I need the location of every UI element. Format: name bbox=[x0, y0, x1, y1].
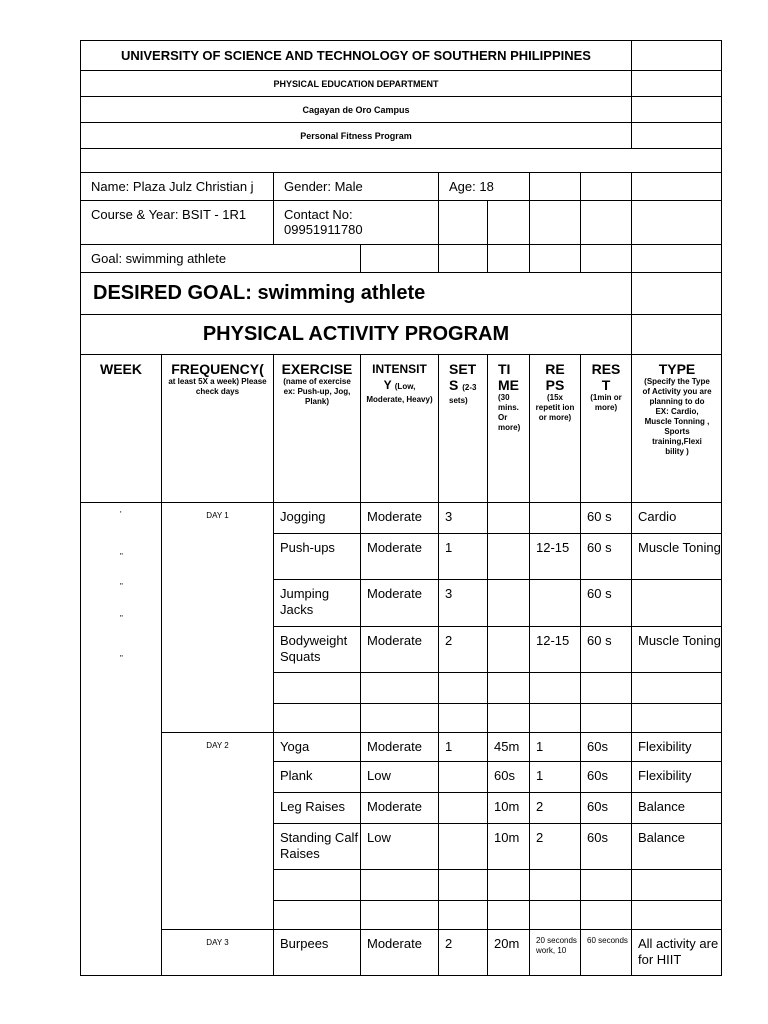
cell-sets bbox=[438, 823, 487, 869]
reps-label-b: PS bbox=[545, 377, 565, 393]
type-label: TYPE bbox=[658, 361, 696, 377]
student-contact bbox=[273, 200, 438, 244]
blank-cell bbox=[438, 200, 487, 244]
day-label: DAY 2 bbox=[161, 732, 273, 929]
department-title: PHYSICAL EDUCATION DEPARTMENT bbox=[80, 70, 631, 96]
section-title: PHYSICAL ACTIVITY PROGRAM bbox=[80, 314, 631, 354]
cell-intensity bbox=[360, 900, 438, 929]
cell-reps: 12-15 bbox=[529, 626, 580, 672]
week-mark: " bbox=[120, 654, 123, 663]
cell-sets: 1 bbox=[438, 732, 487, 761]
rest-note: (1min or more) bbox=[590, 393, 622, 412]
cell-time bbox=[487, 900, 529, 929]
cell-exercise: Bodyweight Squats bbox=[273, 626, 360, 672]
blank-cell bbox=[529, 200, 580, 244]
time-label-a: TI bbox=[498, 361, 511, 377]
cell-reps: 20 seconds work, 10 bbox=[529, 929, 580, 976]
cell-time bbox=[487, 672, 529, 703]
sets-note-inline: (2-3 bbox=[462, 383, 477, 392]
type-note: (Specify the Type of Activity you are planning to do EX: Cardio, Muscle Tonning , Sports training,Flexi bility ) bbox=[642, 377, 712, 456]
col-header-sets bbox=[438, 354, 487, 502]
student-age: Age: 18 bbox=[438, 172, 529, 200]
cell-intensity: Moderate bbox=[360, 579, 438, 626]
cell-intensity: Moderate bbox=[360, 502, 438, 533]
blank-cell bbox=[631, 122, 722, 148]
cell-type: Flexibility bbox=[631, 732, 722, 761]
cell-intensity: Low bbox=[360, 823, 438, 869]
col-header-rest bbox=[580, 354, 631, 502]
cell-rest: 60 s bbox=[580, 626, 631, 672]
frequency-note: at least 5X a week) Please check days bbox=[168, 377, 267, 396]
cell-reps: 1 bbox=[529, 761, 580, 792]
cell-rest: 60s bbox=[580, 732, 631, 761]
cell-type: Flexibility bbox=[631, 761, 722, 792]
cell-exercise bbox=[273, 703, 360, 732]
cell-type: Balance bbox=[631, 792, 722, 823]
rest-label-b: T bbox=[601, 377, 611, 393]
cell-exercise bbox=[273, 869, 360, 900]
time-note: (30 mins. Or more) bbox=[498, 393, 521, 432]
cell-reps bbox=[529, 900, 580, 929]
university-title: UNIVERSITY OF SCIENCE AND TECHNOLOGY OF SOUTHERN PHILIPPINES bbox=[80, 40, 631, 70]
col-header-type bbox=[631, 354, 722, 502]
cell-exercise: Push-ups bbox=[273, 533, 360, 579]
cell-intensity bbox=[360, 869, 438, 900]
col-header-exercise bbox=[273, 354, 360, 502]
blank-cell bbox=[631, 200, 722, 244]
col-header-time bbox=[487, 354, 529, 502]
cell-type: Cardio bbox=[631, 502, 722, 533]
cell-intensity bbox=[360, 672, 438, 703]
blank-cell bbox=[580, 244, 631, 272]
cell-time: 45m bbox=[487, 732, 529, 761]
cell-reps bbox=[529, 869, 580, 900]
cell-time: 20m bbox=[487, 929, 529, 976]
cell-intensity: Moderate bbox=[360, 533, 438, 579]
reps-label-a: RE bbox=[545, 361, 565, 377]
cell-sets bbox=[438, 900, 487, 929]
cell-sets bbox=[438, 672, 487, 703]
cell-rest: 60 s bbox=[580, 579, 631, 626]
blank-cell bbox=[529, 244, 580, 272]
cell-reps: 1 bbox=[529, 732, 580, 761]
cell-reps: 2 bbox=[529, 823, 580, 869]
desired-goal: DESIRED GOAL: swimming athlete bbox=[80, 272, 631, 314]
week-mark: " bbox=[120, 582, 123, 591]
cell-time bbox=[487, 502, 529, 533]
week-label: WEEK bbox=[100, 361, 142, 377]
intensity-note: Moderate, Heavy) bbox=[366, 395, 433, 404]
cell-time bbox=[487, 703, 529, 732]
col-header-week bbox=[80, 354, 161, 502]
cell-rest: 60 s bbox=[580, 502, 631, 533]
cell-time: 10m bbox=[487, 792, 529, 823]
col-header-frequency bbox=[161, 354, 273, 502]
fitness-program-form bbox=[80, 40, 722, 976]
cell-type: Balance bbox=[631, 823, 722, 869]
cell-exercise: Yoga bbox=[273, 732, 360, 761]
cell-sets: 2 bbox=[438, 929, 487, 976]
cell-time bbox=[487, 579, 529, 626]
blank-cell bbox=[631, 272, 722, 314]
cell-rest: 60s bbox=[580, 823, 631, 869]
cell-type: Muscle Toning bbox=[631, 626, 722, 672]
cell-type bbox=[631, 869, 722, 900]
week-mark: ' bbox=[120, 510, 122, 519]
reps-note: (15x repetit ion or more) bbox=[535, 393, 575, 422]
campus-title: Cagayan de Oro Campus bbox=[80, 96, 631, 122]
cell-sets bbox=[438, 869, 487, 900]
cell-sets: 2 bbox=[438, 626, 487, 672]
cell-rest: 60 seconds bbox=[580, 929, 631, 976]
cell-sets bbox=[438, 761, 487, 792]
cell-type: Muscle Toning bbox=[631, 533, 722, 579]
cell-rest bbox=[580, 869, 631, 900]
cell-sets: 3 bbox=[438, 502, 487, 533]
sets-label-b: S bbox=[449, 377, 459, 393]
sets-label-a: SET bbox=[449, 361, 477, 377]
week-mark: " bbox=[120, 552, 123, 561]
cell-rest: 60s bbox=[580, 792, 631, 823]
exercise-note: (name of exercise ex: Push-up, Jog, Plank) bbox=[283, 377, 351, 406]
col-header-reps bbox=[529, 354, 580, 502]
cell-type: All activity are for HIIT bbox=[631, 929, 722, 976]
blank-cell bbox=[529, 172, 580, 200]
cell-rest bbox=[580, 703, 631, 732]
col-header-intensity bbox=[360, 354, 438, 502]
cell-exercise: Plank bbox=[273, 761, 360, 792]
time-label-b: ME bbox=[498, 377, 519, 393]
cell-sets bbox=[438, 792, 487, 823]
cell-sets bbox=[438, 703, 487, 732]
cell-rest bbox=[580, 672, 631, 703]
blank-cell bbox=[631, 314, 722, 354]
cell-sets: 1 bbox=[438, 533, 487, 579]
blank-cell bbox=[487, 244, 529, 272]
blank-cell bbox=[438, 244, 487, 272]
cell-reps bbox=[529, 703, 580, 732]
cell-reps: 2 bbox=[529, 792, 580, 823]
cell-time bbox=[487, 626, 529, 672]
cell-sets: 3 bbox=[438, 579, 487, 626]
cell-time: 10m bbox=[487, 823, 529, 869]
blank-cell bbox=[631, 172, 722, 200]
student-gender: Gender: Male bbox=[273, 172, 438, 200]
cell-time bbox=[487, 533, 529, 579]
week-mark: " bbox=[120, 614, 123, 623]
cell-type bbox=[631, 900, 722, 929]
blank-cell bbox=[487, 200, 529, 244]
cell-intensity: Moderate bbox=[360, 732, 438, 761]
cell-intensity: Moderate bbox=[360, 792, 438, 823]
cell-intensity: Low bbox=[360, 761, 438, 792]
cell-rest: 60s bbox=[580, 761, 631, 792]
cell-reps bbox=[529, 672, 580, 703]
blank-cell bbox=[631, 244, 722, 272]
blank-cell bbox=[580, 172, 631, 200]
exercise-label: EXERCISE bbox=[281, 361, 353, 377]
cell-time: 60s bbox=[487, 761, 529, 792]
cell-type bbox=[631, 672, 722, 703]
cell-exercise bbox=[273, 900, 360, 929]
cell-exercise: Burpees bbox=[273, 929, 360, 976]
day-label: DAY 1 bbox=[161, 502, 273, 732]
frequency-label: FREQUENCY( bbox=[171, 361, 264, 377]
rest-label-a: RES bbox=[591, 361, 621, 377]
week-column bbox=[80, 502, 161, 976]
sets-note: sets) bbox=[449, 396, 468, 405]
contact-label: Contact No: bbox=[284, 207, 353, 222]
day-label: DAY 3 bbox=[161, 929, 273, 976]
contact-number: 09951911780 bbox=[284, 222, 363, 237]
cell-reps: 12-15 bbox=[529, 533, 580, 579]
cell-reps bbox=[529, 579, 580, 626]
cell-exercise: Jogging bbox=[273, 502, 360, 533]
cell-rest: 60 s bbox=[580, 533, 631, 579]
cell-type bbox=[631, 579, 722, 626]
intensity-label-a: INTENSIT bbox=[372, 362, 427, 376]
blank-cell bbox=[631, 96, 722, 122]
cell-time bbox=[487, 869, 529, 900]
cell-intensity bbox=[360, 703, 438, 732]
cell-exercise: Jumping Jacks bbox=[273, 579, 360, 626]
cell-intensity: Moderate bbox=[360, 626, 438, 672]
student-name: Name: Plaza Julz Christian j bbox=[80, 172, 273, 200]
spacer-row bbox=[80, 148, 722, 172]
student-goal: Goal: swimming athlete bbox=[80, 244, 360, 272]
student-course: Course & Year: BSIT - 1R1 bbox=[80, 200, 273, 244]
program-title: Personal Fitness Program bbox=[80, 122, 631, 148]
cell-exercise bbox=[273, 672, 360, 703]
cell-type bbox=[631, 703, 722, 732]
blank-cell bbox=[580, 200, 631, 244]
intensity-note-inline: (Low, bbox=[394, 382, 416, 391]
cell-intensity: Moderate bbox=[360, 929, 438, 976]
cell-exercise: Leg Raises bbox=[273, 792, 360, 823]
cell-exercise: Standing Calf Raises bbox=[273, 823, 360, 869]
blank-cell bbox=[360, 244, 438, 272]
cell-rest bbox=[580, 900, 631, 929]
blank-cell bbox=[631, 40, 722, 70]
intensity-label-b: Y bbox=[383, 378, 392, 392]
cell-reps bbox=[529, 502, 580, 533]
blank-cell bbox=[631, 70, 722, 96]
